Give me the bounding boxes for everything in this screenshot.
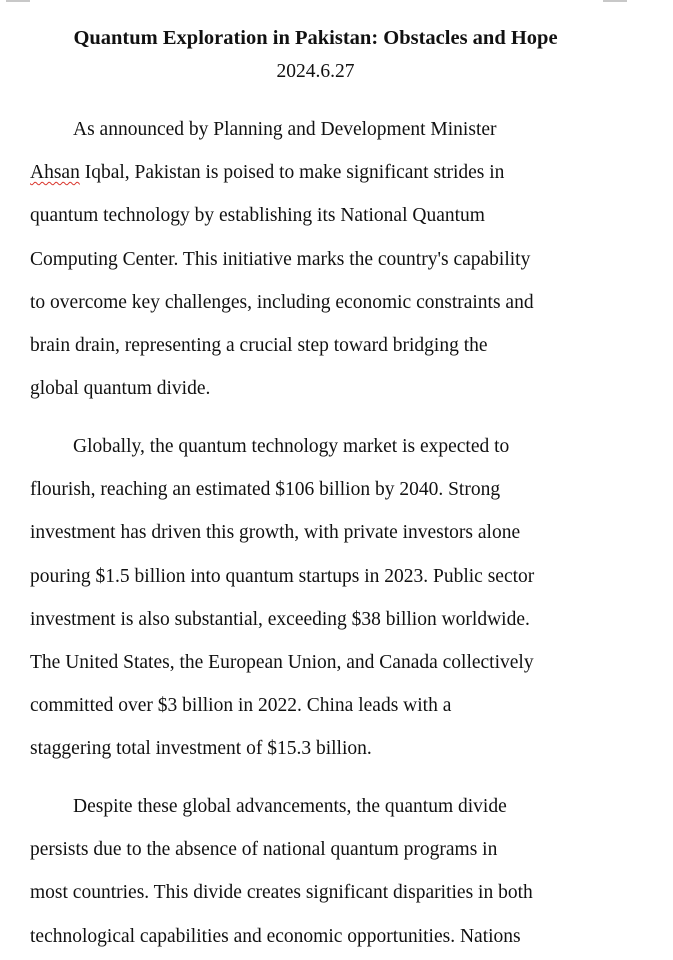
text-line: technological capabilities and economic opportunities. Nations: [30, 925, 521, 947]
spellcheck-flagged-word[interactable]: Ahsan: [30, 162, 80, 184]
text-line: to overcome key challenges, including economic constraints and: [30, 291, 534, 313]
text-line: Despite these global advancements, the quantum divide: [73, 796, 507, 818]
text-line: staggering total investment of $15.3 billion.: [30, 738, 372, 760]
page-corner-mark-left: [6, 0, 30, 2]
text-line: most countries. This divide creates significant disparities in both: [30, 882, 533, 904]
text-line: global quantum divide.: [30, 378, 211, 400]
text-line: flourish, reaching an estimated $106 billion by 2040. Strong: [30, 479, 501, 501]
text-line: brain drain, representing a crucial step toward bridging the: [30, 335, 488, 357]
text-line: The United States, the European Union, and Canada collectively: [30, 651, 534, 673]
text-line: investment has driven this growth, with private investors alone: [30, 522, 521, 544]
document-date: 2024.6.27: [276, 61, 355, 82]
paragraph-2: [30, 425, 630, 771]
text-line: Computing Center. This initiative marks the country's capability: [30, 248, 531, 270]
text-line: persists due to the absence of national quantum programs in: [30, 839, 498, 861]
text-line: quantum technology by establishing its National Quantum: [30, 205, 485, 227]
text-line: committed over $3 billion in 2022. China leads with a: [30, 695, 452, 717]
text-line: As announced by Planning and Development Minister: [73, 119, 497, 140]
paragraph-3: [30, 785, 630, 958]
text-line: investment is also substantial, exceeding $38 billion worldwide.: [30, 608, 530, 630]
text-line: pouring $1.5 billion into quantum startups in 2023. Public sector: [30, 565, 535, 587]
page-corner-mark-right: [603, 0, 627, 2]
text-line-rest: Iqbal, Pakistan is poised to make significant strides in: [79, 162, 505, 184]
paragraph-1: [30, 108, 630, 410]
document-body: [30, 108, 630, 960]
document-title: Quantum Exploration in Pakistan: Obstacles and Hope: [73, 27, 558, 49]
text-line: [30, 151, 630, 194]
text-line: Globally, the quantum technology market is expected to: [73, 435, 510, 457]
